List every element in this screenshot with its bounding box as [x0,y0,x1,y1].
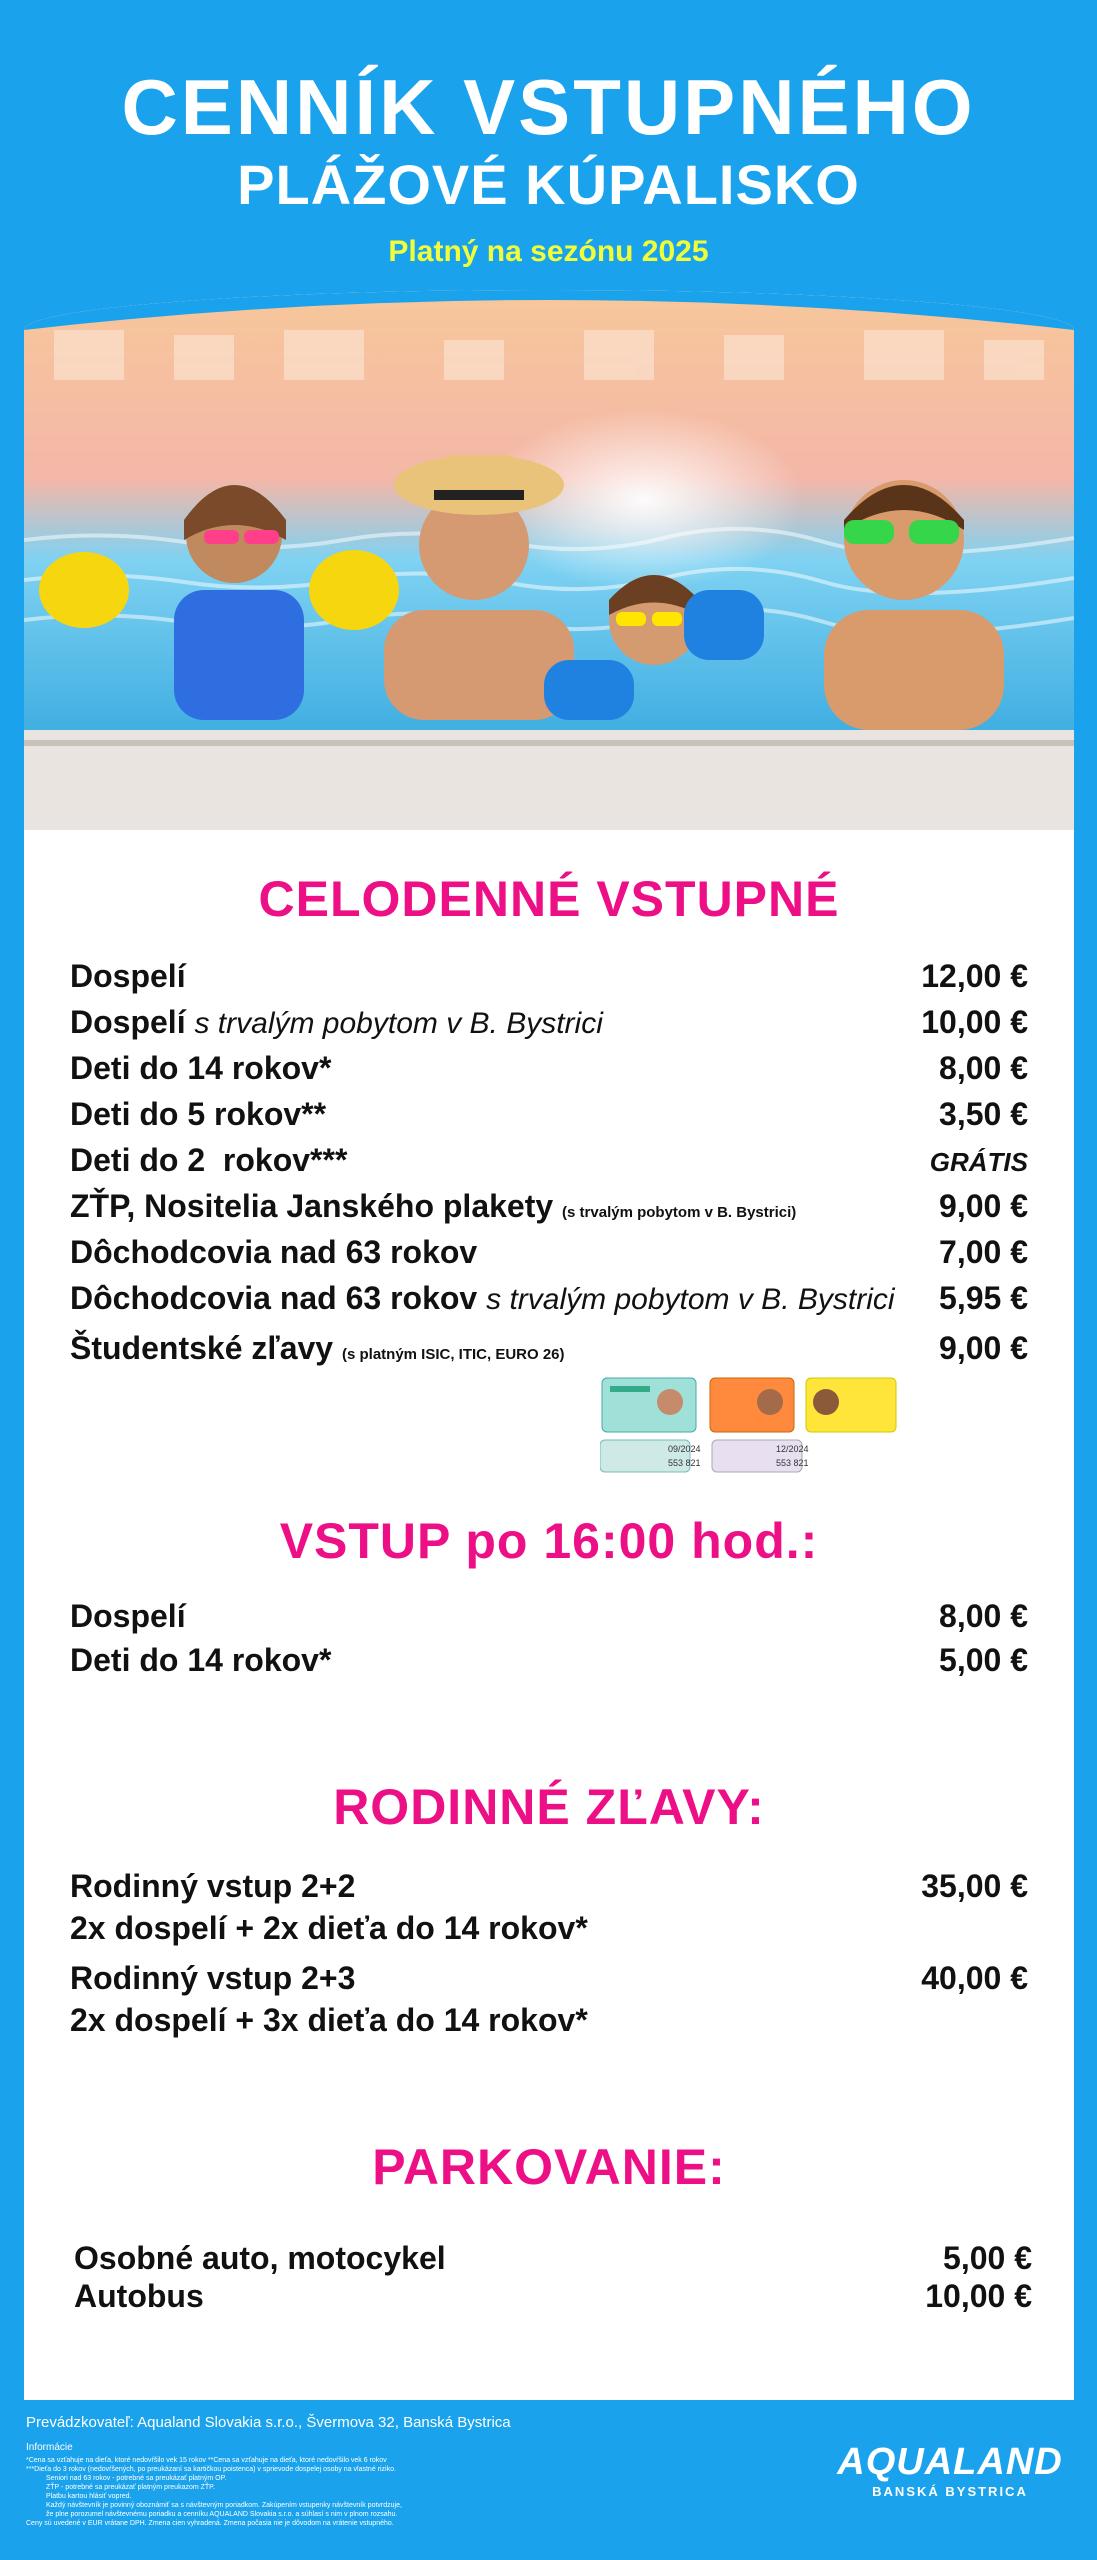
row-label: Študentské zľavy [70,1330,334,1366]
footer [0,2400,1097,2560]
row-label: Rodinný vstup 2+3 [70,1960,356,1996]
price-row [70,1598,1028,1644]
price-row [70,1868,1028,1914]
row-label: Dospelí [70,1598,186,1634]
price-row [70,1330,1028,1376]
price-row [70,1050,1028,1096]
row-price: 12,00 € [921,958,1028,994]
row-detail: 2x dospelí + 3x dieťa do 14 rokov* [70,2002,588,2038]
row-label: Deti do 14 rokov* [70,1642,332,1678]
full-day-title: CELODENNÉ VSTUPNÉ [258,871,840,927]
logo-subtext: BANSKÁ BYSTRICA [872,2484,1028,2499]
row-note: (s trvalým pobytom v B. Bystrici) [562,1204,797,1221]
price-row [70,958,1028,1004]
row-price: 3,50 € [939,1096,1028,1132]
row-note: s trvalým pobytom v B. Bystrici [486,1283,895,1316]
row-label: Deti do 14 rokov* [70,1050,332,1086]
row-price: 5,00 € [943,2240,1032,2276]
logo-text: AQUALAND [837,2441,1063,2483]
price-row [70,1280,1028,1326]
family-title: RODINNÉ ZĽAVY: [333,1779,765,1835]
info-line: *Cena sa vzťahuje na dieťa, ktoré nedovŕšilo vek 15 rokov **Cena sa vzťahuje na dieťa, ktoré nedovŕšilo vek 6 rokov [26,2457,387,2464]
row-label: Dôchodcovia nad 63 rokov [70,1280,478,1316]
row-price: 5,95 € [939,1280,1028,1316]
price-row [74,2278,1032,2324]
row-label: Osobné auto, motocykel [74,2240,446,2276]
info-heading: Informácie [26,2442,73,2453]
row-label: Dôchodcovia nad 63 rokov [70,1234,478,1270]
row-price: 9,00 € [939,1330,1028,1366]
info-line: Každý návštevník je povinný oboznámiť sa s návštevným poriadkom. Zakúpením vstupenky návštevník potvrdzuje, [46,2502,402,2509]
row-price: 9,00 € [939,1188,1028,1224]
row-price: 5,00 € [939,1642,1028,1678]
after-16-title: VSTUP po 16:00 hod.: [279,1513,819,1569]
info-line: že plne porozumel návštevnému poriadku a cenníku AQUALAND Slovakia s.r.o. a súhlasí s nim v plnom rozsahu. [46,2511,398,2518]
row-label: Deti do 5 rokov** [70,1096,327,1132]
student-cards-image [600,1376,920,1476]
row-price: 8,00 € [939,1598,1028,1634]
info-line: Ceny sú uvedené v EUR vrátane DPH. Zmena cien vyhradená. Zmena počasia nie je dôvodom na vrátenie vstupného. [26,2520,394,2527]
price-row [70,1096,1028,1142]
row-label: ZŤP, Nositelia Janského plakety [70,1188,554,1224]
price-row-detail [70,1910,1028,1956]
info-line: Seniori nad 63 rokov - potrebné sa preukázať platným OP. [46,2475,227,2482]
price-row-detail [70,2002,1028,2048]
price-row [70,1642,1028,1688]
price-row [70,1960,1028,2006]
info-line: ***Dieťa do 3 rokov (nedovŕšených, po preukázaní sa kartičkou poistenca) v sprievode dospelej osoby na vlastné riziko. [26,2466,396,2473]
card-number: 553 821 [776,1458,809,1468]
row-price: 8,00 € [939,1050,1028,1086]
page-subtitle: PLÁŽOVÉ KÚPALISKO [237,153,860,216]
row-label: Autobus [74,2278,204,2314]
row-label: Deti do 2 rokov*** [70,1142,348,1178]
pool-family-photo [24,290,1074,830]
price-panel [24,290,1074,2400]
row-price: 10,00 € [921,1004,1028,1040]
card-number: 553 821 [668,1458,701,1468]
row-label: Dospelí [70,958,186,994]
price-row [70,1188,1028,1234]
parking-title: PARKOVANIE: [372,2139,726,2195]
row-label: Rodinný vstup 2+2 [70,1868,356,1904]
info-line: Platbu kartou hlásiť vopred. [46,2493,132,2500]
aqualand-logo [830,2440,1070,2520]
operator-info: Prevádzkovateľ: Aqualand Slovakia s.r.o., Švermova 32, Banská Bystrica [26,2414,511,2431]
row-label: Dospelí [70,1004,186,1040]
row-price: 10,00 € [925,2278,1032,2314]
row-price: 40,00 € [921,1960,1028,1996]
price-row [70,1004,1028,1050]
row-price: 7,00 € [939,1234,1028,1270]
row-price: GRÁTIS [929,1147,1028,1177]
card-date: 12/2024 [776,1444,809,1454]
price-row [70,1234,1028,1280]
card-date: 09/2024 [668,1444,701,1454]
row-detail: 2x dospelí + 2x dieťa do 14 rokov* [70,1910,588,1946]
validity-note: Platný na sezónu 2025 [388,235,709,268]
info-notes [26,2456,526,2528]
info-line: ZŤP - potrebné sa preukázať platným preukazom ZŤP. [46,2484,215,2491]
page-title: CENNÍK VSTUPNÉHO [121,63,976,151]
header [0,0,1097,300]
row-note: (s platným ISIC, ITIC, EURO 26) [341,1346,565,1363]
price-row [70,1142,1028,1188]
row-price: 35,00 € [921,1868,1028,1904]
row-note: s trvalým pobytom v B. Bystrici [194,1007,603,1040]
